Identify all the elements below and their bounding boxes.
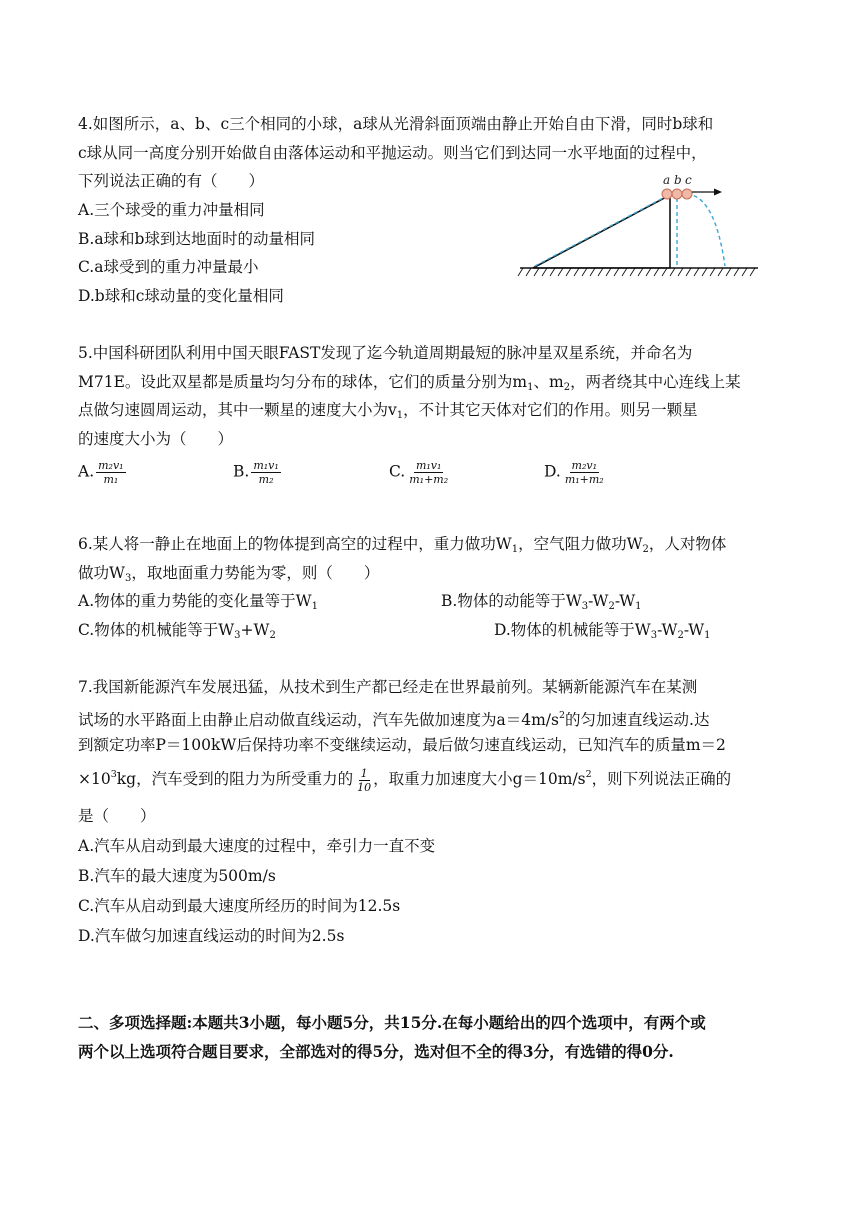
- q5-option-b: B. $\frac{\text{m₁v₁}}{\text{m₂}}$: [233, 459, 279, 486]
- ground-hatching: [518, 268, 755, 276]
- q4-option-a: A.三个球受的重力冲量相同: [78, 201, 265, 219]
- q7-option-d: D.汽车做匀加速直线运动的时间为2.5s: [78, 927, 345, 945]
- q5-stem-line-1: 5.中国科研团队利用中国天眼FAST发现了迄今轨道周期最短的脉冲星双星系统，并命名为: [78, 344, 693, 362]
- ball-c-path: [687, 194, 725, 266]
- label-a: a: [663, 173, 671, 187]
- q7-stem-line-1: 7.我国新能源汽车发展迅猛，从技术到生产都已经走在世界最前列。某辆新能源汽车在某测: [78, 678, 698, 696]
- ball-c: [682, 189, 692, 199]
- q7-fraction: $\frac{1}{10}$: [357, 766, 372, 794]
- q6-stem-line-2: 做功$W_3$，取地面重力势能为零，则（ ）: [78, 564, 380, 584]
- q4-option-b: B.a球和b球到达地面时的动量相同: [78, 230, 315, 248]
- label-c: c: [685, 173, 692, 187]
- section2-heading-line-2: 两个以上选项符合题目要求，全部选对的得5分，选对但不全的得3分，有选错的得0分.: [78, 1042, 674, 1061]
- q4-stem-line-1: 4.如图所示，a、b、c三个相同的小球，a球从光滑斜面顶端由静止开始自由下滑，同时b球和: [78, 115, 714, 133]
- q7-stem-line-5: 是（ ）: [78, 807, 156, 825]
- velocity-arrow-head: [714, 189, 722, 196]
- q6-option-d: D.物体的机械能等于$W_3-W_2-W_1$: [494, 621, 711, 641]
- q4-stem-line-2: c球从同一高度分别开始做自由落体运动和平抛运动。则当它们到达同一水平地面的过程中，: [78, 144, 707, 162]
- q6-option-c: C.物体的机械能等于$W_3+W_2$: [78, 621, 276, 641]
- q7-stem-line-3: 到额定功率P＝100kW后保持功率不变继续运动，最后做匀速直线运动，已知汽车的质量m＝2: [78, 736, 726, 754]
- q5-option-d: D. $\frac{\text{m₂v₁}}{\text{m₁+m₂}}$: [544, 459, 604, 486]
- q5-option-c: C. $\frac{\text{m₁v₁}}{\text{m₁+m₂}}$: [389, 459, 449, 486]
- q6-option-a: A.物体的重力势能的变化量等于$W_1$: [78, 592, 318, 612]
- q7-stem-line-4: $\times 10^3kg$，汽车受到的阻力为所受重力的 $\frac{1}{10}$ ，取重力加速度大小$g=10m/s^2$，则下列说法正确的: [78, 766, 732, 794]
- q4-option-c: C.a球受到的重力冲量最小: [78, 258, 259, 276]
- q6-stem-line-1: 6.某人将一静止在地面上的物体提到高空的过程中，重力做功$W_1$，空气阻力做功$W_2$，人对物体: [78, 535, 727, 555]
- q4-incline-figure: [515, 170, 760, 285]
- label-b: b: [674, 173, 682, 187]
- section2-heading-line-1: 二、多项选择题:本题共3小题，每小题5分，共15分.在每小题给出的四个选项中，有两个或: [78, 1013, 706, 1032]
- q6-option-b: B.物体的动能等于$W_3-W_2-W_1$: [441, 592, 642, 612]
- q4-option-d: D.b球和c球动量的变化量相同: [78, 287, 284, 305]
- ball-a: [662, 189, 672, 199]
- q5-option-a: A. $\frac{\text{m₂v₁}}{\text{m₁}}$: [78, 459, 124, 486]
- q7-option-a: A.汽车从启动到最大速度的过程中，牵引力一直不变: [78, 837, 436, 855]
- q4-stem-line-3: 下列说法正确的有（ ）: [78, 172, 265, 190]
- q5-stem-line-3: 点做匀速圆周运动，其中一颗星的速度大小为$v_1$，不计其它天体对它们的作用。则另一颗星: [78, 401, 698, 421]
- q7-option-b: B.汽车的最大速度为500m/s: [78, 867, 276, 885]
- q7-stem-line-2: 试场的水平路面上由静止启动做直线运动，汽车先做加速度为$a=4m/s^2$的匀加速直线运动.达: [78, 710, 710, 729]
- ball-b: [672, 189, 682, 199]
- q5-stem-line-2: M71E。设此双星都是质量均匀分布的球体，它们的质量分别为$m_1$、$m_2$，两者绕其中心连线上某: [78, 373, 741, 393]
- q5-stem-line-4: 的速度大小为（ ）: [78, 430, 234, 448]
- q7-option-c: C.汽车从启动到最大速度所经历的时间为12.5s: [78, 897, 401, 915]
